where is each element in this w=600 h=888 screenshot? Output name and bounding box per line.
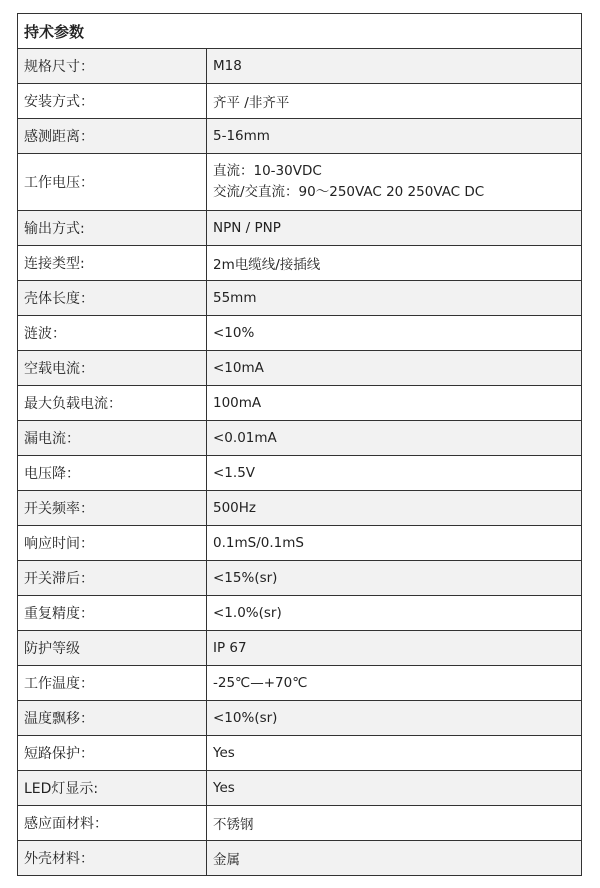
spec-value-line: 直流：10-30VDC — [213, 163, 322, 179]
spec-value: <10mA — [207, 351, 582, 386]
spec-label: 温度飘移： — [18, 701, 207, 736]
table-row — [18, 119, 582, 154]
table-row — [18, 49, 582, 84]
spec-value: <15%(sr) — [207, 561, 582, 596]
spec-label: 感应面材料： — [18, 806, 207, 841]
table-row — [18, 421, 582, 456]
spec-label: 壳体长度： — [18, 281, 207, 316]
spec-value: 齐平 /非齐平 — [207, 84, 582, 119]
spec-value: 55mm — [207, 281, 582, 316]
spec-value: <0.01mA — [207, 421, 582, 456]
table-row — [18, 701, 582, 736]
spec-label: 工作电压： — [18, 154, 207, 211]
spec-value: 5-16mm — [207, 119, 582, 154]
table-row — [18, 561, 582, 596]
spec-value: 金属 — [207, 841, 582, 876]
spec-value: 2m电缆线/接插线 — [207, 246, 582, 281]
spec-table — [17, 13, 582, 876]
table-row — [18, 154, 582, 211]
spec-label: 漏电流： — [18, 421, 207, 456]
spec-label: 最大负载电流： — [18, 386, 207, 421]
table-row — [18, 596, 582, 631]
spec-value — [207, 154, 582, 211]
table-row — [18, 666, 582, 701]
spec-value: 不锈钢 — [207, 806, 582, 841]
spec-label: 电压降： — [18, 456, 207, 491]
table-header-row — [18, 14, 582, 49]
spec-label: 规格尺寸： — [18, 49, 207, 84]
spec-label: 开关滞后： — [18, 561, 207, 596]
spec-table-container — [17, 13, 581, 876]
table-row — [18, 211, 582, 246]
spec-value: <10% — [207, 316, 582, 351]
spec-value: <1.5V — [207, 456, 582, 491]
spec-value: -25℃—+70℃ — [207, 666, 582, 701]
spec-label: 安装方式： — [18, 84, 207, 119]
spec-value: M18 — [207, 49, 582, 84]
spec-label: 空载电流： — [18, 351, 207, 386]
spec-label: 感测距离： — [18, 119, 207, 154]
spec-value-line: 交流/交直流：90～250VAC 20 250VAC DC — [213, 184, 485, 200]
spec-label: LED灯显示: — [18, 771, 207, 806]
spec-value: 0.1mS/0.1mS — [207, 526, 582, 561]
spec-value: Yes — [207, 771, 582, 806]
spec-value: <1.0%(sr) — [207, 596, 582, 631]
table-title: 持术参数 — [18, 14, 582, 49]
spec-value: 100mA — [207, 386, 582, 421]
table-row — [18, 771, 582, 806]
table-row — [18, 351, 582, 386]
spec-label: 连接类型: — [18, 246, 207, 281]
spec-label: 短路保护： — [18, 736, 207, 771]
spec-label: 工作温度： — [18, 666, 207, 701]
table-row — [18, 631, 582, 666]
spec-label: 响应时间： — [18, 526, 207, 561]
table-row — [18, 736, 582, 771]
table-row — [18, 281, 582, 316]
spec-value: NPN / PNP — [207, 211, 582, 246]
spec-value: IP 67 — [207, 631, 582, 666]
table-row — [18, 456, 582, 491]
spec-value: <10%(sr) — [207, 701, 582, 736]
table-row — [18, 841, 582, 876]
table-row — [18, 246, 582, 281]
table-row — [18, 84, 582, 119]
spec-value: 500Hz — [207, 491, 582, 526]
spec-label: 外壳材料： — [18, 841, 207, 876]
spec-label: 涟波： — [18, 316, 207, 351]
spec-label: 重复精度： — [18, 596, 207, 631]
table-row — [18, 491, 582, 526]
spec-label: 输出方式: — [18, 211, 207, 246]
table-row — [18, 526, 582, 561]
table-row — [18, 806, 582, 841]
table-row — [18, 386, 582, 421]
table-row — [18, 316, 582, 351]
spec-label: 开关频率： — [18, 491, 207, 526]
spec-label: 防护等级 — [18, 631, 207, 666]
spec-value: Yes — [207, 736, 582, 771]
